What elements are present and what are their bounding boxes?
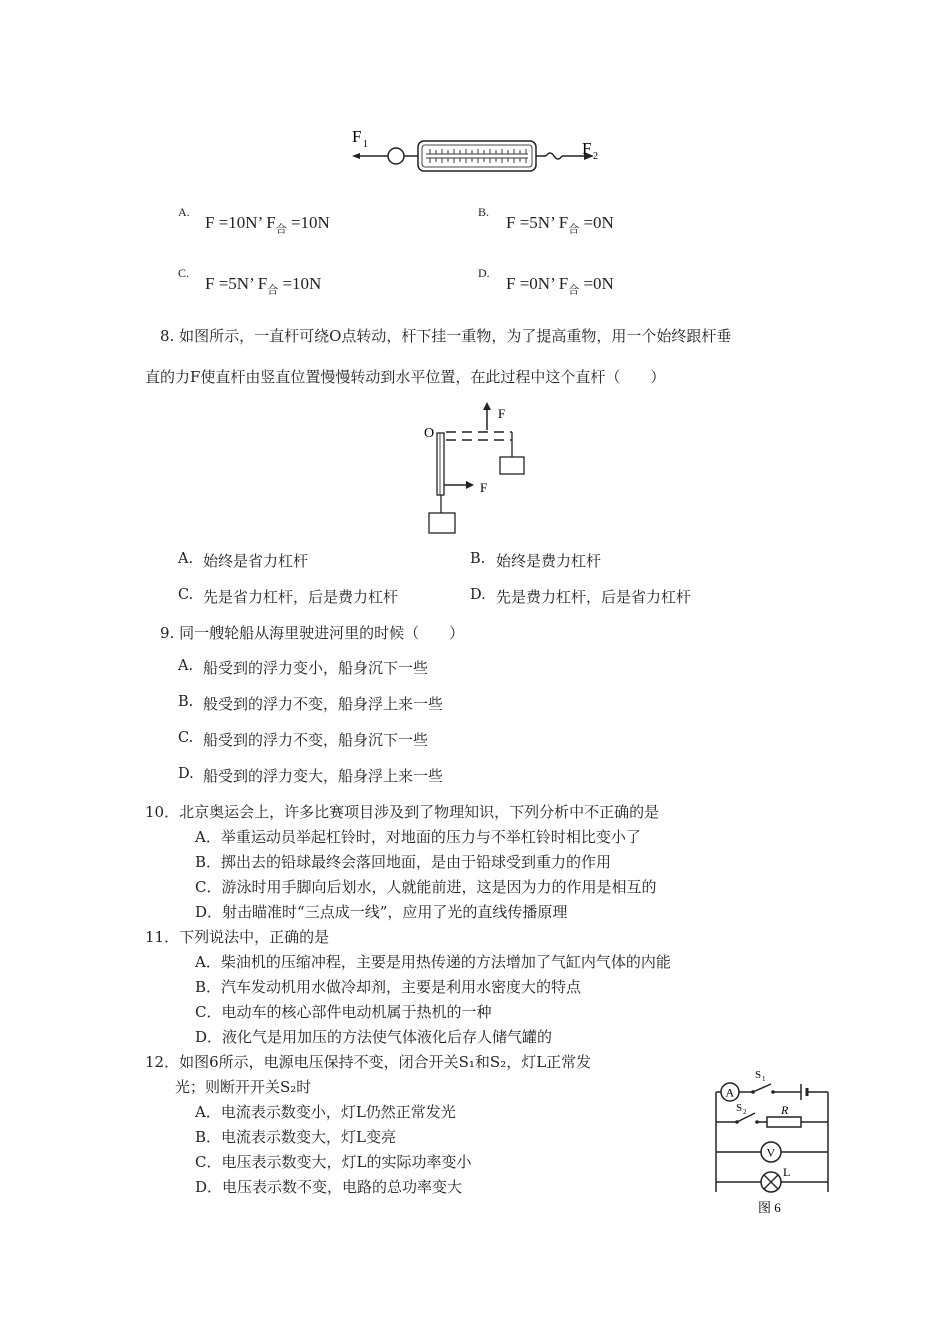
q10-option-d: D．射击瞄准时“三点成一线”，应用了光的直线传播原理 <box>195 903 568 921</box>
option-letter: D. <box>470 587 486 603</box>
option-text: 船受到的浮力不变，船身沉下一些 <box>203 731 429 749</box>
q10-option-b: B．掷出去的铅球最终会落回地面，是由于铅球受到重力的作用 <box>195 853 612 871</box>
spring-scale-figure <box>350 124 610 184</box>
option-text: 先是费力杠杆，后是省力杠杆 <box>496 588 692 606</box>
option-letter: B. <box>178 694 194 710</box>
option-letter: C. <box>178 587 194 603</box>
s2-sub: 2 <box>743 1108 747 1116</box>
option-letter: B. <box>478 205 490 219</box>
option-letter: C. <box>178 266 190 280</box>
q11-option-b: B．汽车发动机用水做冷却剂，主要是利用水密度大的特点 <box>195 978 582 996</box>
force-top-label: F <box>498 406 506 421</box>
option-letter: A. <box>178 551 194 567</box>
q10-option-a: A．举重运动员举起杠铃时，对地面的压力与不举杠铃时相比变小了 <box>195 828 641 846</box>
q12-stem-line2: 光；则断开开关S₂时 <box>175 1078 312 1096</box>
option-text: 先是省力杠杆，后是费力杠杆 <box>203 588 399 606</box>
s2-label: S <box>736 1102 743 1114</box>
q12-option-d: D．电压表示数不变，电路的总功率变大 <box>195 1178 463 1196</box>
q11-option-a: A．柴油机的压缩冲程，主要是用热传递的方法增加了气缸内气体的内能 <box>195 953 671 971</box>
option-letter: D. <box>478 266 490 280</box>
option-text: 般受到的浮力不变，船身浮上来一些 <box>203 695 444 713</box>
option-letter: B. <box>470 551 486 567</box>
q11-option-c: C．电动车的核心部件电动机属于热机的一种 <box>195 1003 492 1021</box>
voltmeter-label: V <box>766 1145 776 1160</box>
f1-label: F <box>352 127 362 146</box>
q12-option-c: C．电压表示数变大，灯L的实际功率变小 <box>195 1153 472 1171</box>
q12-stem-line1: 12．如图6所示，电源电压保持不变，闭合开关S₁和S₂，灯L正常发 <box>145 1053 592 1071</box>
resistor-label: R <box>781 1103 789 1117</box>
s1-sub: 1 <box>762 1075 766 1083</box>
option-text: 始终是省力杠杆 <box>203 552 309 570</box>
ammeter-label: A <box>725 1085 735 1100</box>
q12-option-a: A．电流表示数变小，灯L仍然正常发光 <box>195 1103 456 1121</box>
option-letter: D. <box>178 766 194 782</box>
q10-stem: 10．北京奥运会上，许多比赛项目涉及到了物理知识，下列分析中不正确的是 <box>145 803 660 821</box>
q11-stem: 11．下列说法中，正确的是 <box>145 928 330 946</box>
formula: F =10N’ $F_合 =10N$ <box>205 213 330 236</box>
figure-caption: 图 6 <box>758 1200 781 1215</box>
f1-sub: 1 <box>363 139 368 150</box>
option-letter: A. <box>178 658 194 674</box>
q11-option-d: D．液化气是用加压的方法使气体液化后存人储气罐的 <box>195 1028 553 1046</box>
q12-option-b: B．电流表示数变大，灯L变亮 <box>195 1128 396 1146</box>
q9-stem: 9. 同一艘轮船从海里驶进河里的时候（ ） <box>160 624 465 642</box>
q8-stem-line1: 8. 如图所示，一直杆可绕O点转动，杆下挂一重物，为了提高重物，用一个始终跟杆垂 <box>160 327 732 345</box>
formula: F =0N’ $F_合 =0N$ <box>506 274 614 297</box>
f2-sub: 2 <box>593 151 598 162</box>
option-text: 船受到的浮力变大，船身浮上来一些 <box>203 767 444 785</box>
circuit-figure-6 <box>703 1064 833 1224</box>
lamp-label: L <box>783 1165 791 1179</box>
formula: F =5N’ $F_合 =0N$ <box>506 213 614 236</box>
s1-label: S <box>755 1069 762 1081</box>
formula: F =5N’ $F_合 =10N$ <box>205 274 322 297</box>
option-letter: C. <box>178 730 194 746</box>
lever-figure <box>420 400 540 540</box>
option-text: 船受到的浮力变小，船身沉下一些 <box>203 659 429 677</box>
q10-option-c: C．游泳时用手脚向后划水，人就能前进，这是因为力的作用是相互的 <box>195 878 657 896</box>
pivot-o-label: O <box>424 426 435 441</box>
force-side-label: F <box>480 480 488 495</box>
q8-stem-line2: 直的力F使直杆由竖直位置慢慢转动到水平位置，在此过程中这个直杆（ ） <box>145 368 666 386</box>
option-letter: A. <box>178 205 190 219</box>
f2-label: F <box>582 139 592 158</box>
option-text: 始终是费力杠杆 <box>496 552 602 570</box>
